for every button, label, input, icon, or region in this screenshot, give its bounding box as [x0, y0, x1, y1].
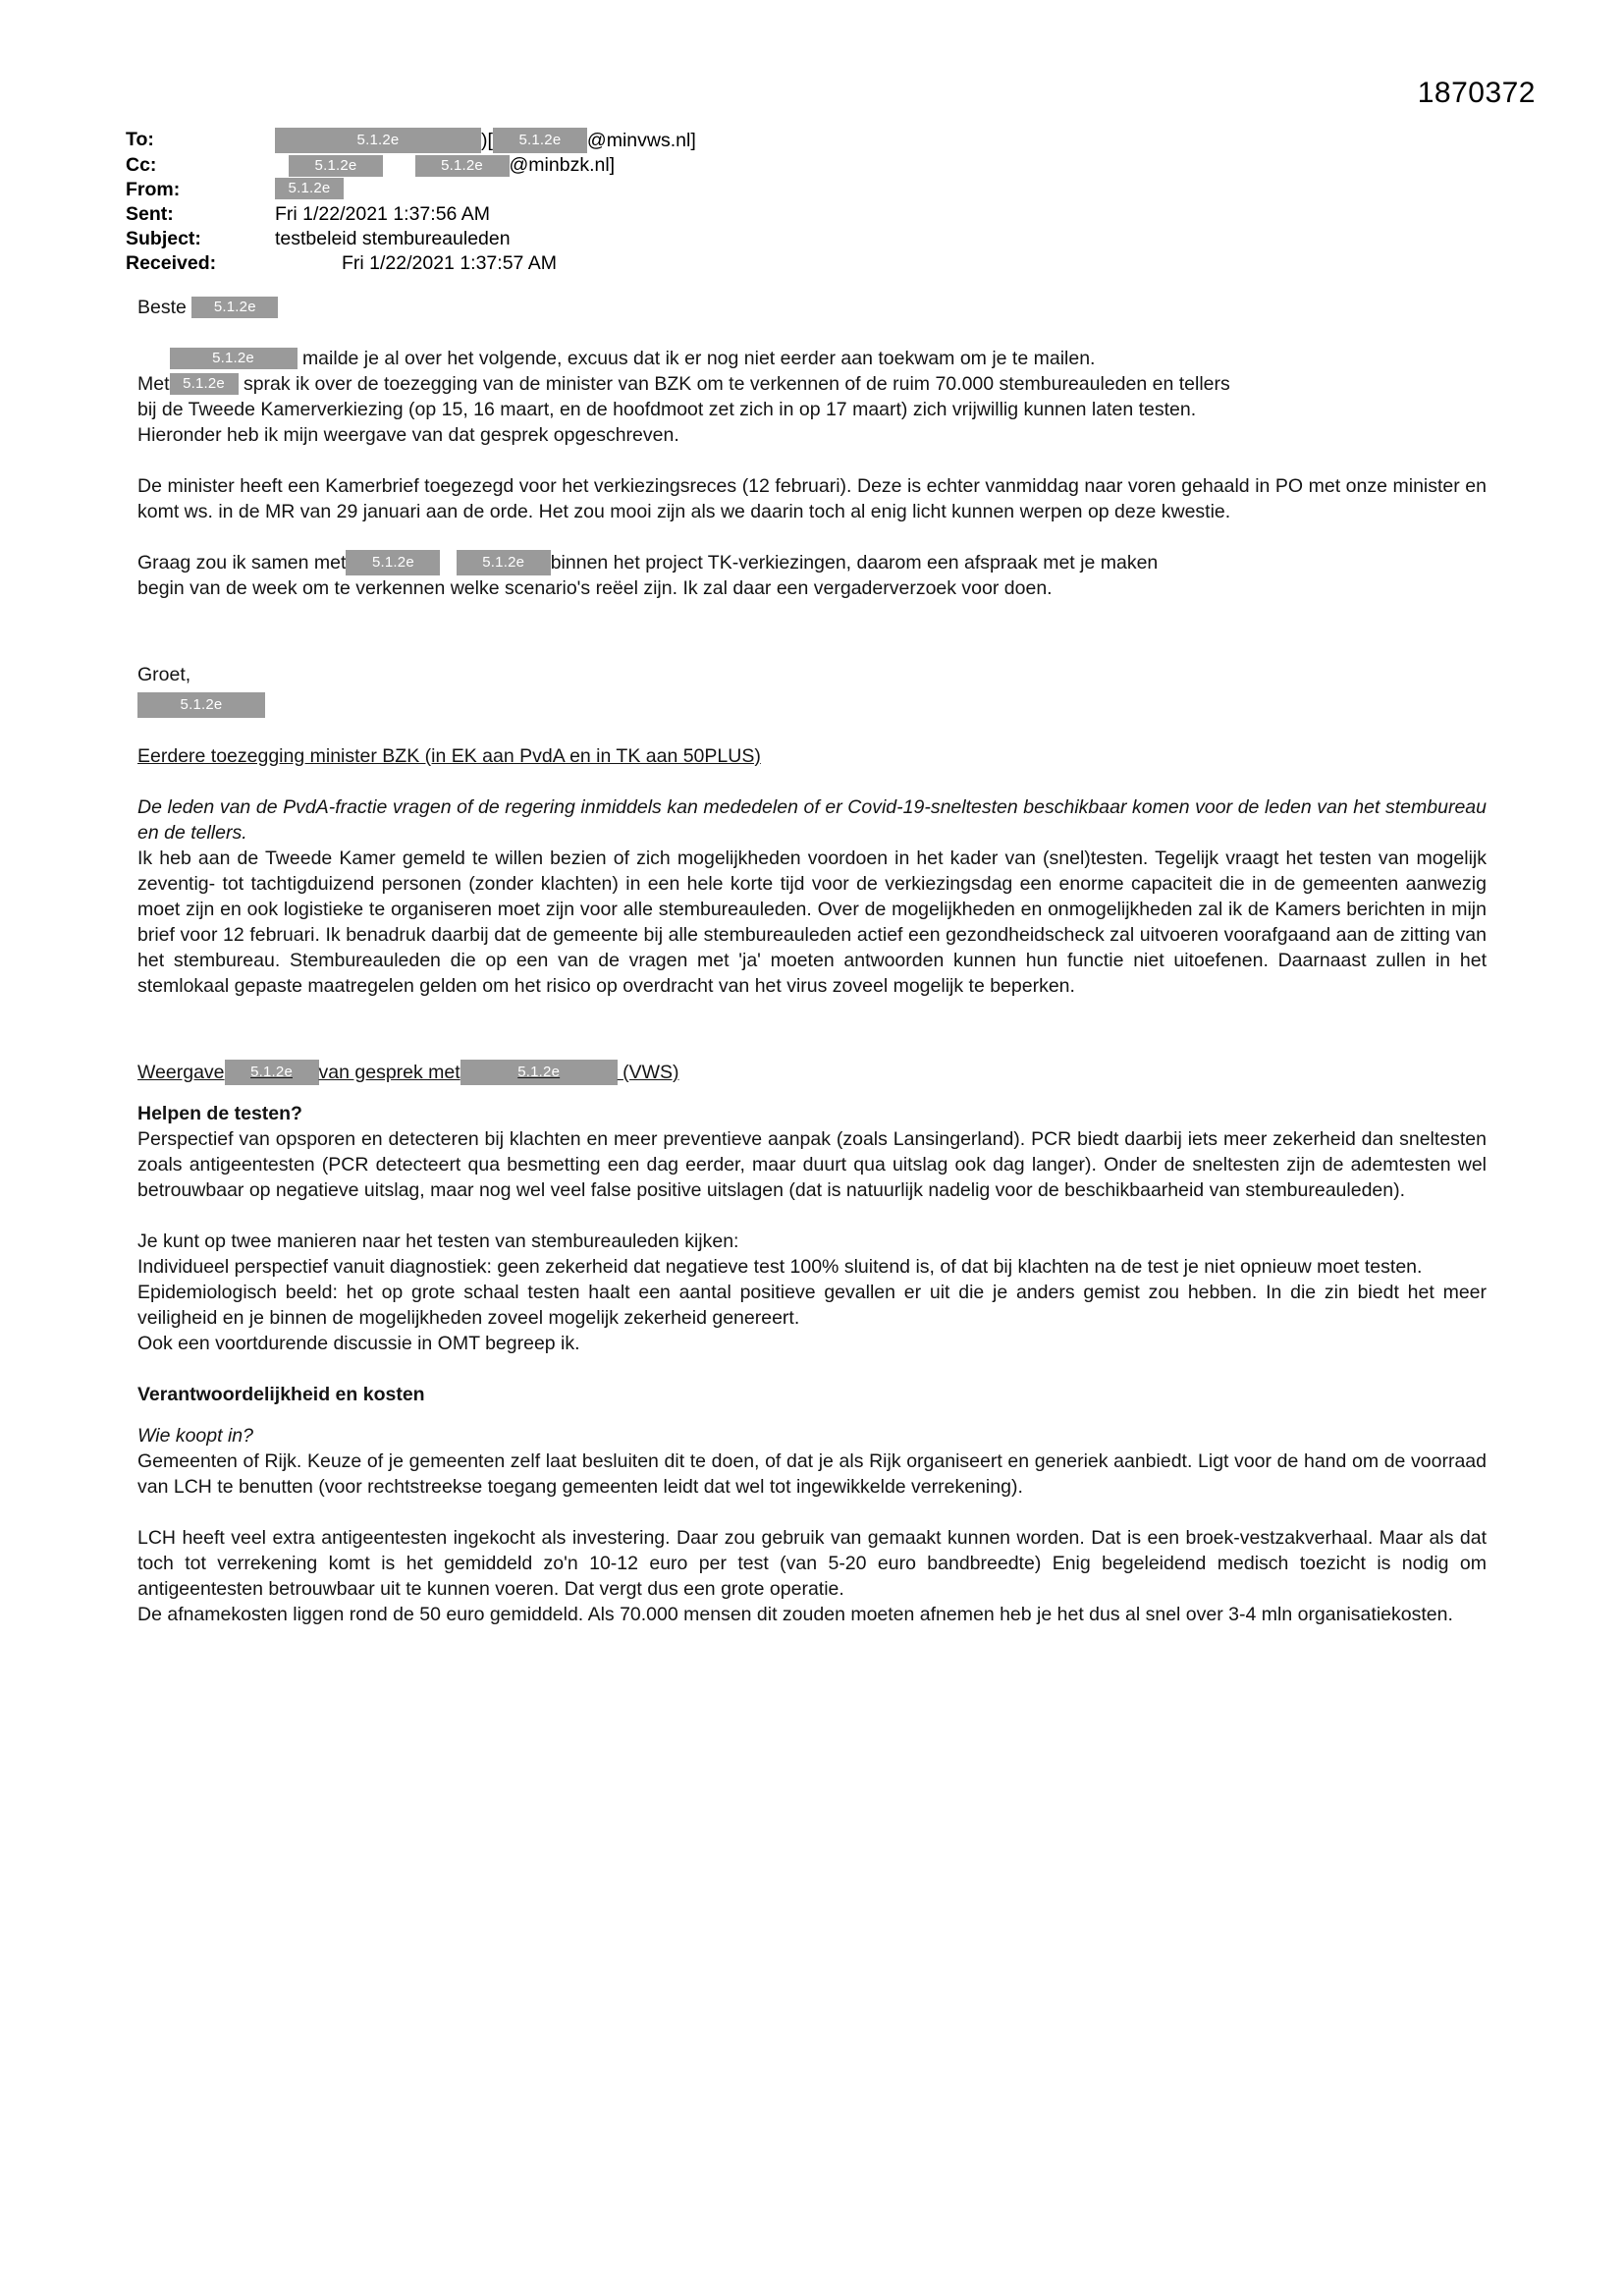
to-tail-2: @minvws.nl]	[586, 129, 696, 151]
para2-tail: sprak ik over de toezegging van de minister van BZK om te verkennen of de ruim 70.000 stembureauleden en tellers	[243, 373, 1230, 395]
para2-line2: bij de Tweede Kamerverkiezing (op 15, 16 maart, en de hoofdmoot zet zich in op 17 maart) zich vrijwillig kunnen laten testen.	[137, 399, 1197, 420]
sent-value: Fri 1/22/2021 1:37:56 AM	[275, 203, 490, 225]
document-id-stamp: 1870372	[1417, 77, 1536, 109]
para1-line	[137, 346, 1487, 371]
redaction-box: 5.1.2e	[289, 155, 383, 177]
received-value: Fri 1/22/2021 1:37:57 AM	[342, 252, 557, 274]
to-value	[234, 128, 696, 153]
section2-suffix: (VWS)	[623, 1061, 679, 1083]
from-label: From:	[126, 179, 181, 200]
section2-prefix: Weergave	[137, 1061, 225, 1083]
para2-line1	[137, 371, 1487, 397]
section1-quote: De leden van de PvdA-fractie vragen of de regering inmiddels kan mededelen of er Covid-19-sneltesten beschikbaar komen voor de leden van het stembureau en de tellers.	[137, 795, 1487, 844]
para4-prefix: Graag zou ik samen met	[137, 552, 347, 574]
para2-prefix: Met	[137, 373, 170, 395]
redaction-box: 5.1.2e	[191, 297, 278, 318]
section1-body: Ik heb aan de Tweede Kamer gemeld te willen bezien of zich mogelijkheden voordoen in het kader van (snel)testen. Tegelijk vraagt het testen van mogelijk zeventig- tot tachtigduizend personen (zonder klachten) in een hele korte tijd voor de verkiezingsdag een enorme capaciteit die in de gemeenten aanwezig moet zijn en ook logistieke te organiseren moet zijn voor alle stembureauleden. Over de mogelijkheden en onmogelijkheden zal ik de Kamers berichten in mijn brief voor 12 februari. Ik benadruk daarbij dat de gemeente bij alle stembureauleden actief een gezondheidscheck zal uitvoeren voorafgaand aan de zitting van het stembureau. Stembureauleden die op een van de vragen met 'ja' moeten antwoorden kunnen hun functie niet uitoefenen. Daarnaast zullen in het stemlokaal gepaste maatregelen gelden om het risico op overdracht van het virus zoveel mogelijk te beperken.	[137, 847, 1487, 997]
sub1-para2-line4: Ook een voortdurende discussie in OMT begreep ik.	[137, 1332, 580, 1354]
header-row-received	[126, 251, 1500, 276]
redaction-box: 5.1.2e	[457, 550, 551, 575]
subject-value: testbeleid stembureauleden	[275, 228, 511, 249]
sub1-para2-line1: Je kunt op twee manieren naar het testen van stembureauleden kijken:	[137, 1230, 739, 1252]
redaction-box: 5.1.2e	[275, 128, 481, 153]
redaction-box: 5.1.2e	[225, 1060, 319, 1085]
para4-line1	[137, 550, 1487, 575]
para4-line2: begin van de week om te verkennen welke scenario's reëel zijn. Ik zal daar een vergaderverzoek voor doen.	[137, 577, 1053, 599]
sub1-para2-line2: Individueel perspectief vanuit diagnostiek: geen zekerheid dat negatieve test 100% sluitend is, of dat bij klachten na de test je niet opnieuw moet testen.	[137, 1255, 1423, 1278]
to-label: To:	[126, 129, 154, 150]
header-row-cc	[126, 153, 1500, 178]
closing-text: Groet,	[137, 664, 191, 685]
redaction-box: 5.1.2e	[137, 692, 265, 718]
greeting-line	[137, 295, 1487, 320]
sent-label: Sent:	[126, 203, 174, 225]
redaction-box: 5.1.2e	[346, 550, 440, 575]
header-row-sent	[126, 202, 1500, 227]
sub1-title: Helpen de testen?	[137, 1102, 302, 1124]
header-row-subject	[126, 227, 1500, 251]
sub1-body: Perspectief van opsporen en detecteren bij klachten en meer preventieve aanpak (zoals Lansingerland). PCR biedt daarbij iets meer zekerheid dan sneltesten zoals antigeentesten (PCR detecteert qua besmetting een dag eerder, maar duurt qua uitslag ook dag langer). Onder de sneltesten zijn de ademtesten wel betrouwbaar op negatieve uitslag, maar nog wel veel false positive uitslagen (dat is natuurlijk nadelig voor de beschikbaarheid van stembureauleden).	[137, 1127, 1487, 1201]
sub2-para2: LCH heeft veel extra antigeentesten ingekocht als investering. Daar zou gebruik van gemaakt kunnen worden. Dat is een broek-vestzakverhaal. Maar als dat toch tot verrekening komt is het gemiddeld zo'n 10-12 euro per test (van 5-20 euro bandbreedte) Enig begeleidend medisch toezicht is nodig om antigeentesten betrouwbaar uit te kunnen voeren. Dat vergt dus een grote operatie.	[137, 1526, 1487, 1600]
sub1-para2-line3: Epidemiologisch beeld: het op grote schaal testen haalt een aantal positieve gevallen er uit die je anders gemist zou hebben. In die zin biedt het meer veiligheid en je binnen de mogelijkheden zoveel mogelijk zekerheid genereert.	[137, 1281, 1487, 1329]
redaction-box: 5.1.2e	[275, 178, 344, 199]
para2-line3: Hieronder heb ik mijn weergave van dat gesprek opgeschreven.	[137, 424, 679, 446]
received-label: Received:	[126, 252, 217, 274]
email-header	[126, 128, 1500, 276]
email-body	[137, 295, 1487, 1627]
sub2-body: Gemeenten of Rijk. Keuze of je gemeenten zelf laat besluiten dit te doen, of dat je als Rijk organiseert en generiek aanbiedt. Ligt voor de hand om de voorraad van LCH te benutten (voor rechtstreekse toegang gemeenten leidt dat wel tot ingewikkelde verrekening).	[137, 1449, 1487, 1498]
subject-label: Subject:	[126, 228, 201, 249]
section1-title: Eerdere toezegging minister BZK (in EK aan PvdA en in TK aan 50PLUS)	[137, 744, 761, 767]
section2-title	[137, 1060, 1487, 1085]
cc-label: Cc:	[126, 154, 157, 176]
header-row-from	[126, 178, 1500, 202]
to-tail-1: )[	[481, 129, 493, 151]
header-row-to	[126, 128, 1500, 153]
sub2-para3: De afnamekosten liggen rond de 50 euro gemiddeld. Als 70.000 mensen dit zouden moeten afnemen heb je het dus al snel over 3-4 mln organisatiekosten.	[137, 1603, 1453, 1625]
redaction-box: 5.1.2e	[170, 373, 239, 395]
para4-tail: binnen het project TK-verkiezingen, daarom een afspraak met je maken	[550, 552, 1159, 574]
sub2-question: Wie koopt in?	[137, 1424, 253, 1447]
sub2-title: Verantwoordelijkheid en kosten	[137, 1383, 425, 1405]
redaction-box: 5.1.2e	[415, 155, 510, 177]
section2-mid: van gesprek met	[318, 1061, 460, 1083]
para3: De minister heeft een Kamerbrief toegezegd voor het verkiezingsreces (12 februari). Deze is echter vanmiddag naar voren gehaald in PO met onze minister en komt ws. in de MR van 29 januari aan de orde. Het zou mooi zijn als we daarin toch al enig licht kunnen werpen op deze kwestie.	[137, 475, 1487, 522]
para1-text: mailde je al over het volgende, excuus dat ik er nog niet eerder aan toekwam om je te mailen.	[301, 348, 1096, 369]
greeting-text: Beste	[137, 297, 187, 318]
redaction-box: 5.1.2e	[493, 128, 587, 153]
redaction-box: 5.1.2e	[460, 1060, 618, 1085]
cc-value	[234, 153, 615, 178]
redaction-box: 5.1.2e	[170, 348, 298, 369]
cc-tail: @minbzk.nl]	[509, 154, 616, 176]
from-value	[234, 178, 344, 199]
signature-line	[137, 691, 1487, 718]
